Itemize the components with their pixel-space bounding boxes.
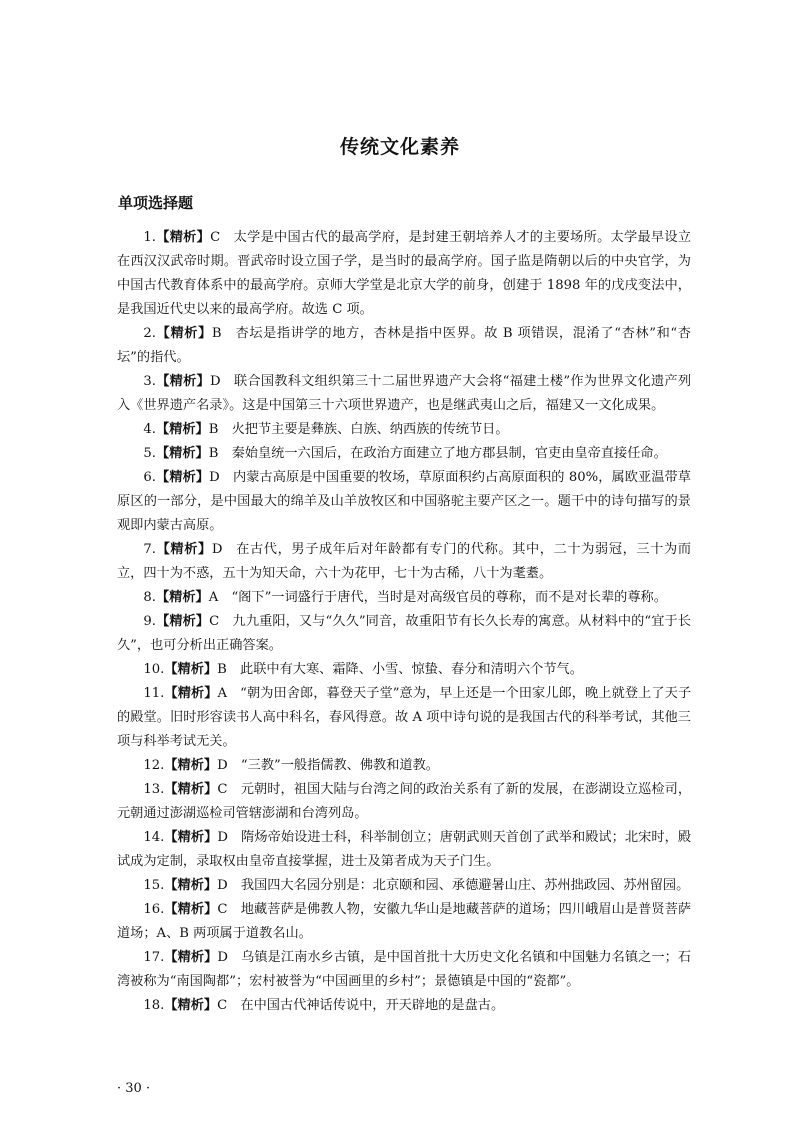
item-tag: 【精析】 <box>155 374 210 389</box>
answer-item <box>117 994 691 1018</box>
item-tag: 【精析】 <box>155 446 209 461</box>
item-explanation: 元朝时，祖国大陆与台湾之间的政治关系有了新的发展，在澎湖设立巡检司，元朝通过澎湖巡检司管辖澎湖和台湾列岛。 <box>117 782 692 821</box>
item-tag: 【精析】 <box>155 542 212 557</box>
item-answer: D <box>211 542 223 557</box>
answer-item <box>117 322 691 370</box>
page-title: 传统文化素养 <box>339 136 460 158</box>
item-number: 6. <box>143 470 156 485</box>
item-tag: 【精析】 <box>164 902 218 917</box>
item-tag: 【精析】 <box>164 662 218 677</box>
answer-item <box>117 682 691 754</box>
item-tag: 【精析】 <box>155 422 209 437</box>
answer-item <box>117 370 691 418</box>
answer-item <box>117 826 691 874</box>
item-tag: 【精析】 <box>155 614 210 629</box>
answer-item <box>117 778 691 826</box>
answer-item <box>117 898 691 946</box>
item-answer: D <box>217 950 228 965</box>
answer-list <box>117 226 691 1018</box>
item-number: 15. <box>143 878 165 893</box>
item-tag: 【精析】 <box>155 590 209 605</box>
answer-item <box>117 538 691 586</box>
item-explanation: 联合国教科文组织第三十二届世界遗产大会将“福建土楼”作为世界文化遗产列入《世界遗产名录》。这是中国第三十六项世界遗产，也是继武夷山之后，福建又一文化成果。 <box>117 374 692 413</box>
item-explanation: 在中国古代神话传说中，开天辟地的是盘古。 <box>240 998 505 1013</box>
item-number: 17. <box>143 950 165 965</box>
item-answer: B <box>217 662 227 677</box>
item-number: 10. <box>143 662 165 677</box>
item-explanation: 乌镇是江南水乡古镇，是中国首批十大历史文化名镇和中国魅力名镇之一；石湾被称为“南国陶都”；宏村被誉为“中国画里的乡村”；景德镇是中国的“瓷都”。 <box>117 950 692 989</box>
answer-item <box>117 946 691 994</box>
item-number: 8. <box>143 590 156 605</box>
item-explanation: 秦始皇统一六国后，在政治方面建立了地方郡县制，官吏由皇帝直接任命。 <box>231 446 667 461</box>
item-tag: 【精析】 <box>155 470 210 485</box>
item-tag: 【精析】 <box>155 326 212 341</box>
item-answer: D <box>217 758 228 773</box>
answer-item <box>117 226 691 322</box>
answer-item <box>117 754 691 778</box>
item-explanation: “阁下”一词盛行于唐代，当时是对高级官员的尊称，而不是对长辈的尊称。 <box>231 590 667 605</box>
item-number: 7. <box>143 542 156 557</box>
item-number: 1. <box>143 230 156 245</box>
item-explanation: 杏坛是指讲学的地方，杏林是指中医界。故 B 项错误，混淆了“杏林”和“杏坛”的指代。 <box>117 326 691 365</box>
item-number: 2. <box>143 326 156 341</box>
item-answer: C <box>210 230 221 245</box>
item-explanation: “三教”一般指儒教、佛教和道教。 <box>240 758 439 773</box>
item-number: 9. <box>143 614 156 629</box>
item-explanation: 地藏菩萨是佛教人物，安徽九华山是地藏菩萨的道场；四川峨眉山是普贤菩萨道场；A、B 两项属于道教名山。 <box>117 902 692 941</box>
item-number: 14. <box>143 830 165 845</box>
section-heading: 单项选择题 <box>118 194 194 212</box>
item-explanation: 我国四大名园分别是：北京颐和园、承德避暑山庄、苏州拙政园、苏州留园。 <box>240 878 690 893</box>
item-answer: A <box>208 590 219 605</box>
answer-item <box>117 586 691 610</box>
item-answer: C <box>209 614 220 629</box>
item-answer: D <box>209 470 220 485</box>
item-tag: 【精析】 <box>164 878 218 893</box>
item-answer: D <box>217 878 228 893</box>
item-explanation: 此联中有大寒、霜降、小雪、惊蛰、春分和清明六个节气。 <box>240 662 583 677</box>
answer-item <box>117 874 691 898</box>
item-number: 16. <box>143 902 165 917</box>
answer-item <box>117 610 691 658</box>
item-answer: C <box>217 902 228 917</box>
item-tag: 【精析】 <box>164 998 218 1013</box>
item-explanation: 内蒙古高原是中国重要的牧场，草原面积约占高原面积的 80%，属欧亚温带草原区的一部分，是中国最大的绵羊及山羊放牧区和中国骆驼主要产区之一。题干中的诗句描写的景观即内蒙古高原。 <box>117 470 691 533</box>
item-number: 13. <box>143 782 165 797</box>
item-number: 11. <box>143 686 165 701</box>
item-answer: B <box>208 446 219 461</box>
answer-item <box>117 466 691 538</box>
item-explanation: 火把节主要是彝族、白族、纳西族的传统节日。 <box>231 422 509 437</box>
answer-item <box>117 418 691 442</box>
item-answer: A <box>217 686 227 701</box>
item-tag: 【精析】 <box>164 950 218 965</box>
item-answer: B <box>208 422 219 437</box>
item-tag: 【精析】 <box>164 830 218 845</box>
item-number: 5. <box>143 446 156 461</box>
item-explanation: 九九重阳，又与“久久”同音，故重阳节有长久长寿的寓意。从材料中的“宜于长久”，也可分析出正确答案。 <box>117 614 691 653</box>
item-tag: 【精析】 <box>164 782 218 797</box>
item-answer: C <box>217 782 228 797</box>
item-number: 12. <box>143 758 165 773</box>
item-answer: D <box>209 374 221 389</box>
item-tag: 【精析】 <box>155 230 211 245</box>
answer-item <box>117 442 691 466</box>
item-tag: 【精析】 <box>164 686 218 701</box>
item-tag: 【精析】 <box>164 758 218 773</box>
item-number: 4. <box>143 422 156 437</box>
answer-item <box>117 658 691 682</box>
item-explanation: “朝为田舍郎，暮登天子堂”意为，早上还是一个田家儿郎，晚上就登上了天子的殿堂。旧时形容读书人高中科名，春风得意。故 A 项中诗句说的是我国古代的科举考试，其他三项与科举考试无关。 <box>117 686 692 749</box>
item-explanation: 在古代，男子成年后对年龄都有专门的代称。其中，二十为弱冠，三十为而立，四十为不惑，五十为知天命，六十为花甲，七十为古稀，八十为耄耋。 <box>117 542 692 581</box>
page-number: · 30 · <box>117 1081 151 1096</box>
item-number: 18. <box>143 998 165 1013</box>
item-explanation: 隋炀帝始设进士科，科举制创立；唐朝武则天首创了武举和殿试；北宋时，殿试成为定制，录取权由皇帝直接掌握，进士及第者成为天子门生。 <box>117 830 692 869</box>
item-answer: B <box>211 326 222 341</box>
item-answer: C <box>217 998 228 1013</box>
item-explanation: 太学是中国古代的最高学府，是封建王朝培养人才的主要场所。太学最早设立在西汉汉武帝时期。晋武帝时设立国子学，是当时的最高学府。国子监是隋朝以后的中央官学，为中国古代教育体系中的最高学府。京师大学堂是北京大学的前身，创建于 1898 年的戊戌变法中，是我国近代史以来的最高学府。故选 C 项。 <box>117 230 692 317</box>
item-answer: D <box>217 830 228 845</box>
item-number: 3. <box>143 374 156 389</box>
